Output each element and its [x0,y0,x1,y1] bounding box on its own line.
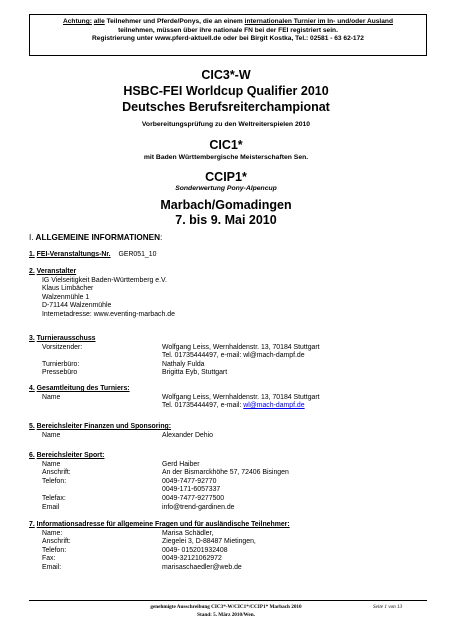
row-label: Email [42,503,60,511]
row-value: 0049-171-6057337 [162,486,221,494]
footer-line2: Stand: 5. März 2010/Wen. [197,612,255,618]
row-label: Anschrift: [42,538,71,546]
veranstalter-line: D-71144 Walzenmühle [42,302,112,310]
item-1-value: GER051_10 [118,251,157,258]
notice-line1: Teilnehmer und Pferde/Ponys, die an einem [104,18,245,25]
row-label: Vorsitzender: [42,343,83,351]
table-row [42,344,320,353]
row-label: Telefon: [42,546,67,554]
table-row [42,504,289,513]
footer-divider [29,600,427,601]
row-label: Anschrift: [42,469,71,477]
row-value: Gerd Haiber [162,460,200,468]
registration-notice [29,14,427,56]
row-label: Turnierbüro: [42,360,80,368]
row-label [42,486,162,495]
notice-international: internationalen Turnier im In- und/oder Ausland [244,18,393,25]
row-value [162,402,305,411]
table-row [42,461,289,470]
title-place: Marbach/Gomadingen [160,198,292,212]
table-row [42,469,289,478]
notice-line3: Registrierung unter www.pferd-aktuell.de oder bei Birgit Kostka, Tel.: 02581 - 63 62-172 [92,35,364,43]
table-row [42,352,320,361]
notice-line2: teilnehmen, müssen über ihre nationale FN bei der FEI registriert sein. [118,26,338,34]
row-label: Telefax: [42,494,66,502]
row-label: Telefon: [42,477,67,485]
subtitle-pony: Sonderwertung Pony-Alpencup [175,185,277,192]
title-cic1: CIC1* [209,138,243,152]
item-1-num: 1. [29,251,35,258]
section-title: ALLGEMEINE INFORMATIONEN [35,233,161,242]
section-roman: I. [29,233,34,242]
notice-prefix: Achtung: [62,18,92,25]
table-row [42,538,290,547]
title-berufsreiter: Deutsches Berufsreiterchampionat [122,100,330,114]
row-value: An der Bismarckhöhe 57, 72406 Bisingen [162,469,289,477]
table-row [42,530,290,539]
row-value: Tel. 01735444497, e-mail: wl@mach-dampf.de [162,352,305,360]
row-value: 0049-7477-9277500 [162,494,225,502]
row-label [42,402,162,411]
item-2-title: Veranstalter [36,268,77,275]
footer-page: Seite 1 von 13 [373,604,403,610]
row-value: Marisa Schädler, [162,529,214,537]
item-4-num: 4. [29,385,35,392]
item-6-title: Bereichsleiter Sport: [36,452,105,459]
tel-text: Tel. 01735444497, e-mail: [162,402,244,410]
notice-alle: alle [93,18,105,25]
row-value: info@trend-gardinen.de [162,503,235,511]
item-fei-number [29,251,156,260]
email-link[interactable]: wl@mach-dampf.de [243,402,305,410]
item-7-num: 7. [29,521,35,528]
row-value: Nathaly Fulda [162,360,205,368]
title-cic3: CIC3*-W [201,68,251,82]
table-row [42,547,290,556]
item-3-title: Turnierausschuss [36,335,96,342]
row-value: marisaschaedler@web.de [162,563,242,571]
table-row [42,564,290,573]
table-row [42,394,320,403]
table-row [42,478,289,487]
row-label: Name: [42,529,63,537]
table-row [42,555,290,564]
row-label: Name [42,460,61,468]
table-row [42,432,213,441]
row-label [42,352,162,361]
section-heading [29,233,162,242]
veranstalter-line: Walzenmühle 1 [42,293,90,301]
subtitle-bw: mit Baden Württembergische Meisterschaften Sen. [143,154,309,161]
row-label: Fax: [42,555,56,563]
section-colon: : [160,233,163,242]
title-ccip1: CCIP1* [205,170,247,184]
item-4-title: Gesamtleitung des Turniers: [36,385,130,392]
row-value: 0049-32121062972 [162,555,222,563]
table-row [42,369,320,378]
row-label: Name [42,431,61,439]
item-turnierausschuss [29,335,320,378]
veranstalter-line: IG Vielseitigkeit Baden-Württemberg e.V. [42,276,167,284]
table-row [42,402,320,411]
item-6-num: 6. [29,452,35,459]
table-row [42,495,289,504]
item-3-num: 3. [29,335,35,342]
row-label: Pressebüro [42,369,78,377]
item-1-title: FEI-Veranstaltungs-Nr. [36,251,111,258]
veranstalter-line: Klaus Limbächer [42,285,94,293]
item-finanzen [29,423,213,440]
table-row [42,361,320,370]
title-date: 7. bis 9. Mai 2010 [175,213,277,227]
row-value: Ziegelei 3, D-88487 Mietingen, [162,538,256,546]
row-value: Wolfgang Leiss, Wernhaldenstr. 13, 70184 Stuttgart [162,393,320,401]
row-label: Name [42,393,61,401]
row-value: 0049- 015201932408 [162,546,228,554]
item-2-num: 2. [29,268,35,275]
item-5-num: 5. [29,423,35,430]
row-value: Wolfgang Leiss, Wernhaldenstr. 13, 70184 Stuttgart [162,343,320,351]
table-row [42,486,289,495]
subtitle-vorbereitung: Vorbereitungsprüfung zu den Weltreiterspielen 2010 [141,121,311,128]
row-value: Alexander Dehio [162,431,213,439]
item-5-title: Bereichsleiter Finanzen und Sponsoring: [36,423,172,430]
item-informationsadresse [29,521,290,573]
item-gesamtleitung [29,385,320,411]
row-value: 0049-7477-92770 [162,477,217,485]
item-7-title: Informationsadresse für allgemeine Fragen und für ausländische Teilnehmer: [36,521,290,528]
item-sport [29,452,289,512]
veranstalter-line: Internetadresse: www.eventing-marbach.de [42,310,175,318]
row-label: Email: [42,563,62,571]
item-veranstalter [29,268,175,320]
title-hsbc: HSBC-FEI Worldcup Qualifier 2010 [123,84,329,98]
footer-line1: genehmigte Ausschreibung CIC3*-W/CIC1*/CCIP1* Marbach 2010 [150,604,302,610]
row-value: Brigitta Eyb, Stuttgart [162,369,228,377]
